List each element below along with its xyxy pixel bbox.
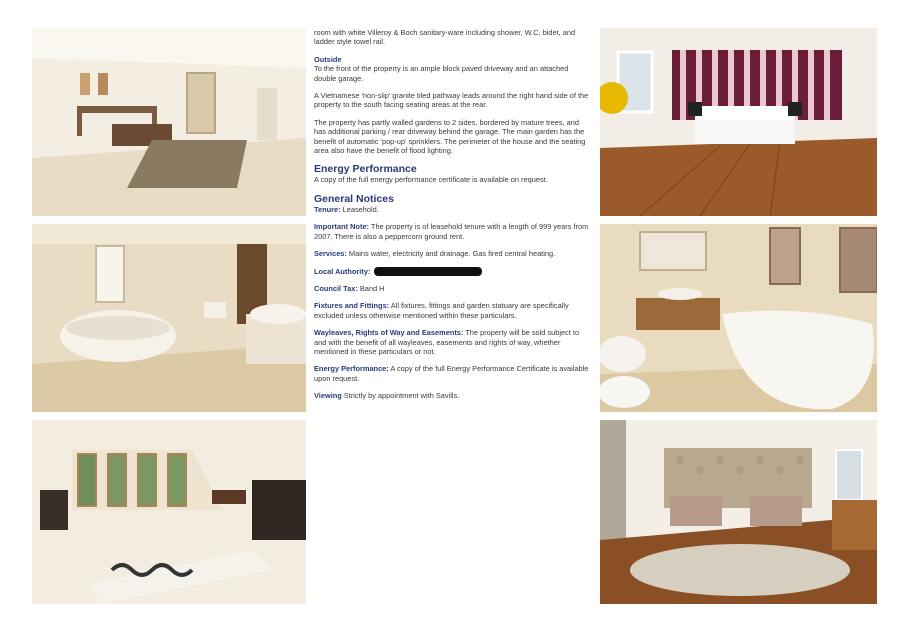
energy2-value: A copy of the full Energy Performance Certificate is available upon request. — [314, 364, 589, 383]
council-label: Council Tax: — [314, 284, 358, 294]
wayleaves-note — [314, 328, 592, 356]
tenure-label: Tenure: — [314, 204, 341, 214]
local-authority — [314, 267, 592, 277]
bedroom-photo — [600, 28, 877, 216]
property-details-text — [314, 28, 592, 608]
viewing-value: Strictly by appointment with Savills. — [341, 391, 460, 401]
fixtures-note — [314, 301, 592, 320]
energy2-label: Energy Performance: — [314, 364, 389, 374]
outside-paragraph-1: To the front of the property is an ample block paved driveway and an attached double garage. — [314, 64, 569, 83]
council-value: Band H — [357, 284, 385, 294]
wayleaves-label: Wayleaves, Rights of Way and Easements: — [314, 328, 464, 338]
general-notices-section — [314, 193, 592, 214]
general-notices-heading: General Notices — [314, 192, 394, 205]
outside-section — [314, 55, 592, 83]
bathroom-photo — [32, 224, 306, 412]
outside-heading: Outside — [314, 54, 342, 64]
services-note — [314, 249, 592, 258]
important-value: The property is of leasehold tenure with a length of 999 years from 2007. There is also a peppercorn ground rent. — [314, 222, 589, 241]
services-value: Mains water, electricity and drainage. Gas fired central heating. — [346, 249, 556, 259]
viewing-label: Viewing — [314, 391, 342, 401]
viewing-note — [314, 391, 592, 400]
energy-performance-note — [314, 364, 592, 383]
energy-heading: Energy Performance — [314, 163, 417, 176]
outside-paragraph-2: A Vietnamese 'non-slip' granite tiled pathway leads around the right hand side of the property to the south facing seating areas at the rear. — [314, 91, 589, 110]
authority-label: Local Authority: — [314, 266, 371, 276]
bedroom-photo — [600, 420, 877, 604]
bedroom-photo — [32, 28, 306, 216]
wayleaves-value: The property will be sold subject to and with the benefit of all wayleaves, easements and rights of way, whether mentioned in these particulars or not. — [314, 328, 580, 357]
important-note — [314, 222, 592, 241]
services-label: Services: — [314, 249, 347, 259]
study-photo — [32, 420, 306, 604]
redaction-bar — [374, 267, 482, 276]
intro-paragraph: room with white Villeroy & Boch sanitary-ware including shower, W.C, bidet, and ladder style towel rail. — [314, 28, 576, 47]
council-tax — [314, 284, 592, 293]
outside-paragraph-3: The property has partly walled gardens to 2 sides, bordered by mature trees, and has additional parking / rear driveway behind the garage. The main garden has the benefit of automatic 'pop-up' sprinklers. The perimeter of the house and the seating area also have the benefit of flood lighting. — [314, 117, 586, 156]
fixtures-label: Fixtures and Fittings: — [314, 301, 390, 311]
bathroom-photo — [600, 224, 877, 412]
energy-paragraph: A copy of the full energy performance certificate is available on request. — [314, 175, 548, 185]
energy-section — [314, 163, 592, 184]
fixtures-value: All fixtures, fittings and garden statuary are specifically excluded unless otherwise mentioned within these particulars. — [314, 301, 569, 320]
tenure-value: Leasehold. — [340, 204, 379, 214]
important-label: Important Note: — [314, 222, 370, 232]
